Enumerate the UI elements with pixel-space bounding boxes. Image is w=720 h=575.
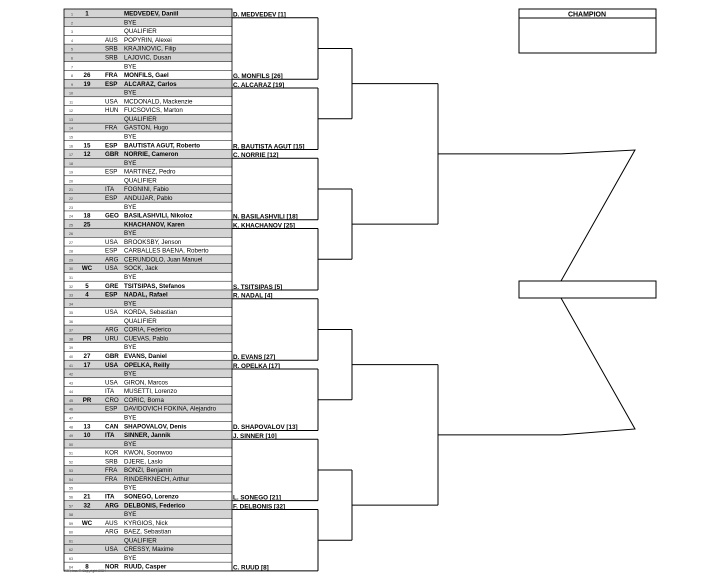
player-name: CARBALLES BAENA, Roberto <box>124 247 209 255</box>
row-shade <box>64 158 232 167</box>
draw-position: 60 <box>69 530 73 535</box>
nationality: GBR <box>105 151 119 159</box>
player-name: BYE <box>124 370 137 378</box>
nationality: NOR <box>105 563 119 571</box>
player-name: CORIA, Federico <box>124 326 172 334</box>
nationality: KOR <box>105 449 119 457</box>
nationality: URU <box>105 335 119 343</box>
entry-type: WC <box>81 519 93 527</box>
draw-position: 11 <box>69 100 73 105</box>
nationality: ARG <box>105 326 119 334</box>
player-name: KRAJINOVIC, Filip <box>124 45 176 53</box>
player-name: CERUNDOLO, Juan Manuel <box>124 256 203 264</box>
draw-position: 59 <box>69 521 73 526</box>
draw-position: 47 <box>69 416 73 421</box>
round2-player: S. TSITSIPAS [5] <box>233 283 283 291</box>
draw-position: 43 <box>69 381 73 386</box>
player-name: CORIC, Borna <box>124 396 164 404</box>
player-name: CRESSY, Maxime <box>124 546 174 554</box>
round2-player: D. SHAPOVALOV [13] <box>233 424 298 432</box>
draw-position: 20 <box>69 179 73 184</box>
nationality: USA <box>105 265 118 273</box>
player-name: MARTINEZ, Pedro <box>124 168 176 176</box>
player-name: TSITSIPAS, Stefanos <box>124 282 186 290</box>
final-winner-box <box>519 281 656 298</box>
nationality: SRB <box>105 45 118 53</box>
nationality: GBR <box>105 353 119 361</box>
round2-player: D. EVANS [27] <box>233 354 276 361</box>
draw-position: 16 <box>69 144 73 149</box>
draw-position: 19 <box>69 170 73 175</box>
player-name: BROOKSBY, Jenson <box>124 238 182 246</box>
draw-position: 32 <box>69 284 73 289</box>
player-name: BYE <box>124 344 137 352</box>
draw-position: 34 <box>69 302 73 307</box>
draw-position: 28 <box>69 249 73 254</box>
draw-position: 4 <box>71 38 73 43</box>
nationality: ESP <box>105 194 118 202</box>
player-name: BYE <box>124 274 137 281</box>
player-name: BYE <box>124 484 137 492</box>
draw-position: 50 <box>69 442 73 447</box>
nationality: AUS <box>105 36 118 44</box>
row-shade <box>64 88 232 97</box>
player-name: SINNER, Jannik <box>124 432 171 440</box>
player-name: BYE <box>124 19 137 27</box>
seed-number: 5 <box>85 282 89 290</box>
draw-position: 30 <box>69 267 73 272</box>
nationality: ITA <box>105 186 115 194</box>
nationality: FRA <box>105 475 118 483</box>
nationality: CRO <box>105 396 119 404</box>
row-shade <box>64 299 232 308</box>
player-name: GIRON, Marcos <box>124 379 169 387</box>
round2-player: F. DELBONIS [32] <box>233 503 286 511</box>
nationality: ARG <box>105 502 119 510</box>
nationality: ESP <box>105 142 118 150</box>
nationality: ITA <box>105 493 115 501</box>
draw-position: 49 <box>69 434 73 439</box>
nationality: ITA <box>105 432 115 440</box>
player-name: QUALIFIER <box>124 537 157 545</box>
player-name: BYE <box>124 133 137 141</box>
nationality: ESP <box>105 168 118 176</box>
player-name: MEDVEDEV, Daniil <box>124 10 179 18</box>
row-shade <box>64 229 232 238</box>
nationality: ESP <box>105 80 118 88</box>
draw-position: 23 <box>69 205 73 210</box>
draw-position: 63 <box>69 556 73 561</box>
row-shade <box>64 369 232 378</box>
nationality: ITA <box>105 388 115 396</box>
nationality: USA <box>105 379 118 387</box>
draw-position: 6 <box>71 56 73 61</box>
nationality: USA <box>105 309 118 317</box>
draw-position: 31 <box>69 276 73 280</box>
player-name: SONEGO, Lorenzo <box>124 493 179 501</box>
nationality: USA <box>105 238 118 246</box>
nationality: SRB <box>105 458 118 466</box>
champion-label: CHAMPION <box>567 11 607 19</box>
draw-position: 18 <box>69 161 73 166</box>
player-name: OPELKA, Reilly <box>124 361 170 369</box>
draw-position: 35 <box>69 311 73 316</box>
draw-position: 42 <box>69 372 73 377</box>
round2-player: N. BASILASHVILI [18] <box>233 213 298 221</box>
round2-player: J. SINNER [10] <box>233 433 277 441</box>
player-name: BYE <box>124 414 137 422</box>
round2-player: R. BAUTISTA AGUT [15] <box>233 143 305 151</box>
round2-player: R. NADAL [4] <box>233 292 273 300</box>
seed-number: 17 <box>83 361 91 369</box>
player-name: SHAPOVALOV, Denis <box>124 423 187 431</box>
draw-position: 37 <box>69 328 73 333</box>
draw-position: 33 <box>69 293 73 298</box>
player-name: POPYRIN, Alexei <box>124 36 172 44</box>
draw-position: 1 <box>71 12 73 17</box>
player-name: BYE <box>124 63 137 71</box>
round2-player: L. SONEGO [21] <box>233 494 281 502</box>
draw-position: 15 <box>69 135 73 140</box>
seed-number: 4 <box>85 291 89 299</box>
draw-position: 51 <box>69 451 73 456</box>
nationality: ESP <box>105 291 118 299</box>
seed-number: 27 <box>83 353 91 361</box>
entry-type: PR <box>82 335 92 343</box>
player-name: KORDA, Sebastian <box>124 309 177 317</box>
player-name: DAVIDOVICH FOKINA, Alejandro <box>124 405 217 413</box>
player-name: DELBONIS, Federico <box>124 502 186 510</box>
player-name: KHACHANOV, Karen <box>124 221 185 229</box>
player-name: QUALIFIER <box>124 317 157 325</box>
nationality: ESP <box>105 405 118 413</box>
draw-position: 21 <box>69 188 73 193</box>
player-name: ALCARAZ, Carlos <box>124 80 177 88</box>
player-name: CUEVAS, Pablo <box>124 335 169 343</box>
seed-number: 19 <box>83 80 91 88</box>
draw-position: 39 <box>69 346 73 351</box>
draw-position: 12 <box>69 109 73 114</box>
draw-position: 14 <box>69 126 73 131</box>
draw-position: 44 <box>69 390 73 395</box>
draw-position: 46 <box>69 407 73 412</box>
draw-position: 53 <box>69 469 73 474</box>
seed-number: 15 <box>83 142 91 150</box>
draw-position: 25 <box>69 223 73 228</box>
player-name: BAUTISTA AGUT, Roberto <box>124 142 201 150</box>
player-name: EVANS, Daniel <box>124 353 167 361</box>
nationality: AUS <box>105 519 118 527</box>
seed-number: 10 <box>83 432 91 440</box>
seed-number: 8 <box>85 563 89 571</box>
draw-position: 9 <box>71 82 73 87</box>
row-shade <box>64 439 232 448</box>
player-name: SOCK, Jack <box>124 265 158 273</box>
player-name: ANDUJAR, Pablo <box>124 194 173 202</box>
player-name: BYE <box>124 230 137 238</box>
round2-player: C. RUUD [8] <box>233 564 269 572</box>
draw-position: 27 <box>69 240 73 245</box>
player-name: NADAL, Rafael <box>124 291 168 299</box>
nationality: HUN <box>105 107 119 115</box>
draw-position: 2 <box>71 21 73 26</box>
draw-position: 45 <box>69 398 73 403</box>
draw-position: 52 <box>69 460 73 465</box>
draw-position: 10 <box>69 91 73 96</box>
nationality: SRB <box>105 54 118 62</box>
draw-position: 38 <box>69 337 73 342</box>
draw-position: 8 <box>71 74 73 79</box>
nationality: USA <box>105 361 119 369</box>
draw-position: 26 <box>69 232 73 237</box>
draw-position: 13 <box>69 117 73 122</box>
player-name: BYE <box>124 440 137 448</box>
player-name: GASTON, Hugo <box>124 124 169 132</box>
draw-position: 5 <box>71 47 73 52</box>
draw-position: 36 <box>69 319 73 324</box>
row-shade <box>64 509 232 518</box>
seed-number: 21 <box>83 493 91 501</box>
draw-position: 54 <box>69 477 73 482</box>
draw-position: 17 <box>69 153 73 158</box>
nationality: ARG <box>105 528 119 536</box>
seed-number: 18 <box>83 212 91 220</box>
draw-position: 48 <box>69 425 73 430</box>
draw-position: 40 <box>69 355 73 360</box>
nationality: FRA <box>105 72 118 80</box>
entry-type: WC <box>81 265 93 273</box>
seed-number: 25 <box>83 221 91 229</box>
draw-position: 7 <box>71 65 73 70</box>
draw-position: 58 <box>69 513 73 518</box>
player-name: BYE <box>124 300 137 308</box>
nationality: ESP <box>105 247 118 255</box>
player-name: KYRGIOS, Nick <box>124 519 168 527</box>
nationality: USA <box>105 98 118 106</box>
seed-number: 26 <box>83 72 91 80</box>
nationality: ARG <box>105 256 119 264</box>
round2-player: R. OPELKA [17] <box>233 362 280 370</box>
player-name: QUALIFIER <box>124 28 157 36</box>
player-name: FOGNINI, Fabio <box>124 186 169 194</box>
player-name: DJERE, Laslo <box>124 458 163 466</box>
player-name: BYE <box>124 554 137 562</box>
draw-position: 29 <box>69 258 73 263</box>
seed-number: 1 <box>85 10 89 18</box>
nationality: GEO <box>105 212 119 220</box>
draw-position: 64 <box>69 565 73 570</box>
player-name: QUALIFIER <box>124 177 157 185</box>
seed-number: 13 <box>83 423 91 431</box>
player-name: BYE <box>124 203 137 211</box>
player-name: QUALIFIER <box>124 115 157 123</box>
player-name: BAEZ, Sebastian <box>124 528 172 536</box>
round2-player: G. MONFILS [26] <box>233 73 283 81</box>
draw-position: 22 <box>69 196 73 201</box>
player-name: KWON, Soonwoo <box>124 449 173 457</box>
seed-number: 32 <box>83 502 91 510</box>
draw-position: 61 <box>69 539 73 544</box>
player-name: MONFILS, Gael <box>124 72 169 80</box>
nationality: GRE <box>105 282 119 290</box>
seed-number: 12 <box>83 151 91 159</box>
nationality: FRA <box>105 124 118 132</box>
draw-position: 24 <box>69 214 73 219</box>
round2-player: C. ALCARAZ [19] <box>233 81 285 89</box>
player-name: BYE <box>124 511 137 519</box>
round2-player: C. NORRIE [12] <box>233 152 279 160</box>
player-name: MUSETTI, Lorenzo <box>124 388 177 396</box>
player-name: RUUD, Casper <box>124 563 167 571</box>
player-name: BYE <box>124 159 137 167</box>
draw-position: 62 <box>69 548 73 553</box>
player-name: BASILASHVILI, Nikoloz <box>124 212 193 220</box>
nationality: USA <box>105 546 118 554</box>
row-shade <box>64 18 232 27</box>
copyright-text: ATP, Inc. © Copyright 2024 <box>64 569 106 573</box>
round2-player: K. KHACHANOV [25] <box>233 222 295 230</box>
draw-position: 55 <box>69 486 73 491</box>
player-name: FUCSOVICS, Marton <box>124 107 183 115</box>
draw-position: 3 <box>71 30 73 35</box>
player-name: MCDONALD, Mackenzie <box>124 98 193 106</box>
player-name: RINDERKNECH, Arthur <box>124 475 190 483</box>
player-name: BONZI, Benjamin <box>124 467 173 475</box>
champion-box <box>519 9 656 53</box>
draw-position: 41 <box>69 363 73 368</box>
nationality: CAN <box>105 423 119 431</box>
nationality: FRA <box>105 467 118 475</box>
player-name: LAJOVIC, Dusan <box>124 54 172 62</box>
player-name: NORRIE, Cameron <box>124 151 179 159</box>
player-name: BYE <box>124 89 137 97</box>
draw-position: 57 <box>69 504 73 509</box>
round2-player: D. MEDVEDEV [1] <box>233 11 286 19</box>
entry-type: PR <box>82 396 92 404</box>
draw-position: 56 <box>69 495 73 500</box>
